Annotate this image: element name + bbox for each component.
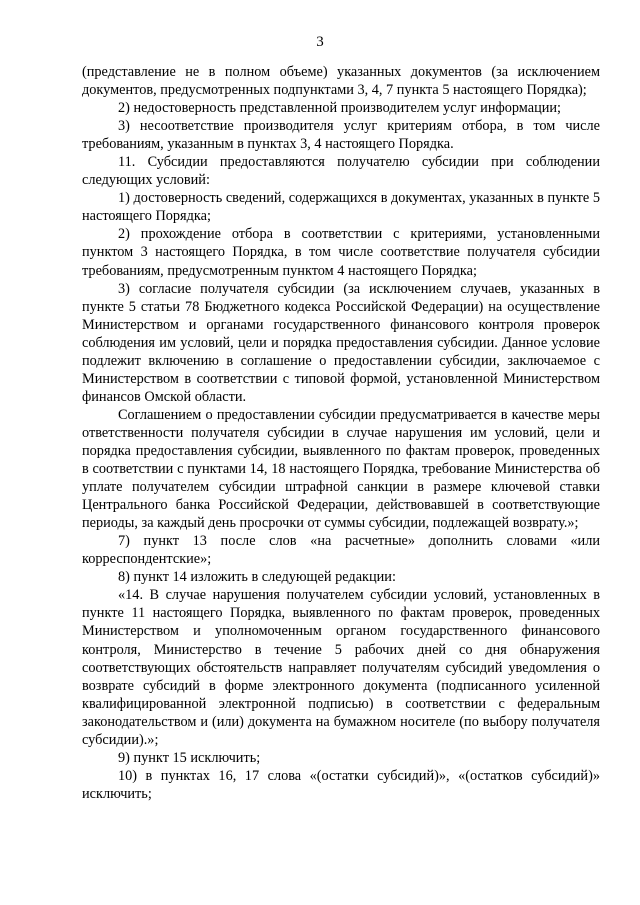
paragraph-amendment-10: 10) в пунктах 16, 17 слова «(остатки субсидий)», «(остатков субсидий)» исключить; <box>82 767 600 802</box>
paragraph-amendment-9: 9) пункт 15 исключить; <box>118 749 261 766</box>
paragraph-amendment-8: 8) пункт 14 изложить в следующей редакции: <box>118 569 396 586</box>
paragraph-point-11: 11. Субсидии предоставляются получателю субсидии при соблюдении следующих условий: <box>82 154 600 189</box>
paragraph-amendment-7: 7) пункт 13 после слов «на расчетные» дополнить словами «или корреспондентские»; <box>82 533 600 568</box>
paragraph-condition-2: 2) прохождение отбора в соответствии с критериями, установленными пунктом 3 настоящего Порядка, в том числе соответствие получателя субсидии требованиям, предусмотренным пунктом 4 настоящего Порядка; <box>82 226 600 279</box>
paragraph-item-3: 3) несоответствие производителя услуг критериям отбора, в том числе требованиям, указанным в пунктах 3, 4 настоящего Порядка. <box>82 118 600 153</box>
paragraph-item-2: 2) недостоверность представленной производителем услуг информации; <box>118 100 562 117</box>
document-body <box>82 63 600 803</box>
page-number: 3 <box>316 34 324 50</box>
paragraph-condition-1: 1) достоверность сведений, содержащихся в документах, указанных в пункте 5 настоящего Порядка; <box>82 190 600 225</box>
paragraph-condition-3: 3) согласие получателя субсидии (за исключением случаев, указанных в пункте 5 статьи 78 Бюджетного кодекса Российской Федерации) на осуществление Министерством и органами государственного финансового контроля проверок соблюдения им условий, цели и порядка предоставления субсидии. Данное условие подлежит включению в соглашение о предоставлении субсидии, заключаемое с Министерством в соответствии с типовой формой, установленной Министерством финансов Омской области. <box>82 280 600 405</box>
paragraph-agreement: Соглашением о предоставлении субсидии предусматривается в качестве меры ответственности получателя субсидии в случае нарушения им условий, цели и порядка предоставления субсидии, выявленного по фактам проверок, проведенных в соответствии с пунктами 14, 18 настоящего Порядка, требование Министерства об уплате получателем субсидии штрафной санкции в размере ключевой ставки Центрального банка Российской Федерации, действовавшей в соответствующие периоды, за каждый день просрочки от суммы субсидии, подлежащей возврату.»; <box>82 406 600 532</box>
paragraph-continuation: (представление не в полном объеме) указанных документов (за исключением документов, предусмотренных подпунктами 3, 4, 7 пункта 5 настоящего Порядка); <box>82 64 600 99</box>
paragraph-point-14-text: «14. В случае нарушения получателем субсидии условий, установленных в пункте 11 настоящего Порядка, выявленного по фактам проверок, проведенных Министерством и уполномоченным органом государственного финансового контроля, Министерство в течение 5 рабочих дней со дня обнаружения соответствующих обстоятельств направляет получателям субсидий уведомления о возврате субсидий в форме электронного документа (подписанного усиленной квалифицированной электронной подписью) в соответствии с федеральным законодательством и (или) документа на бумажном носителе (по выбору получателя субсидии).»; <box>82 587 600 748</box>
